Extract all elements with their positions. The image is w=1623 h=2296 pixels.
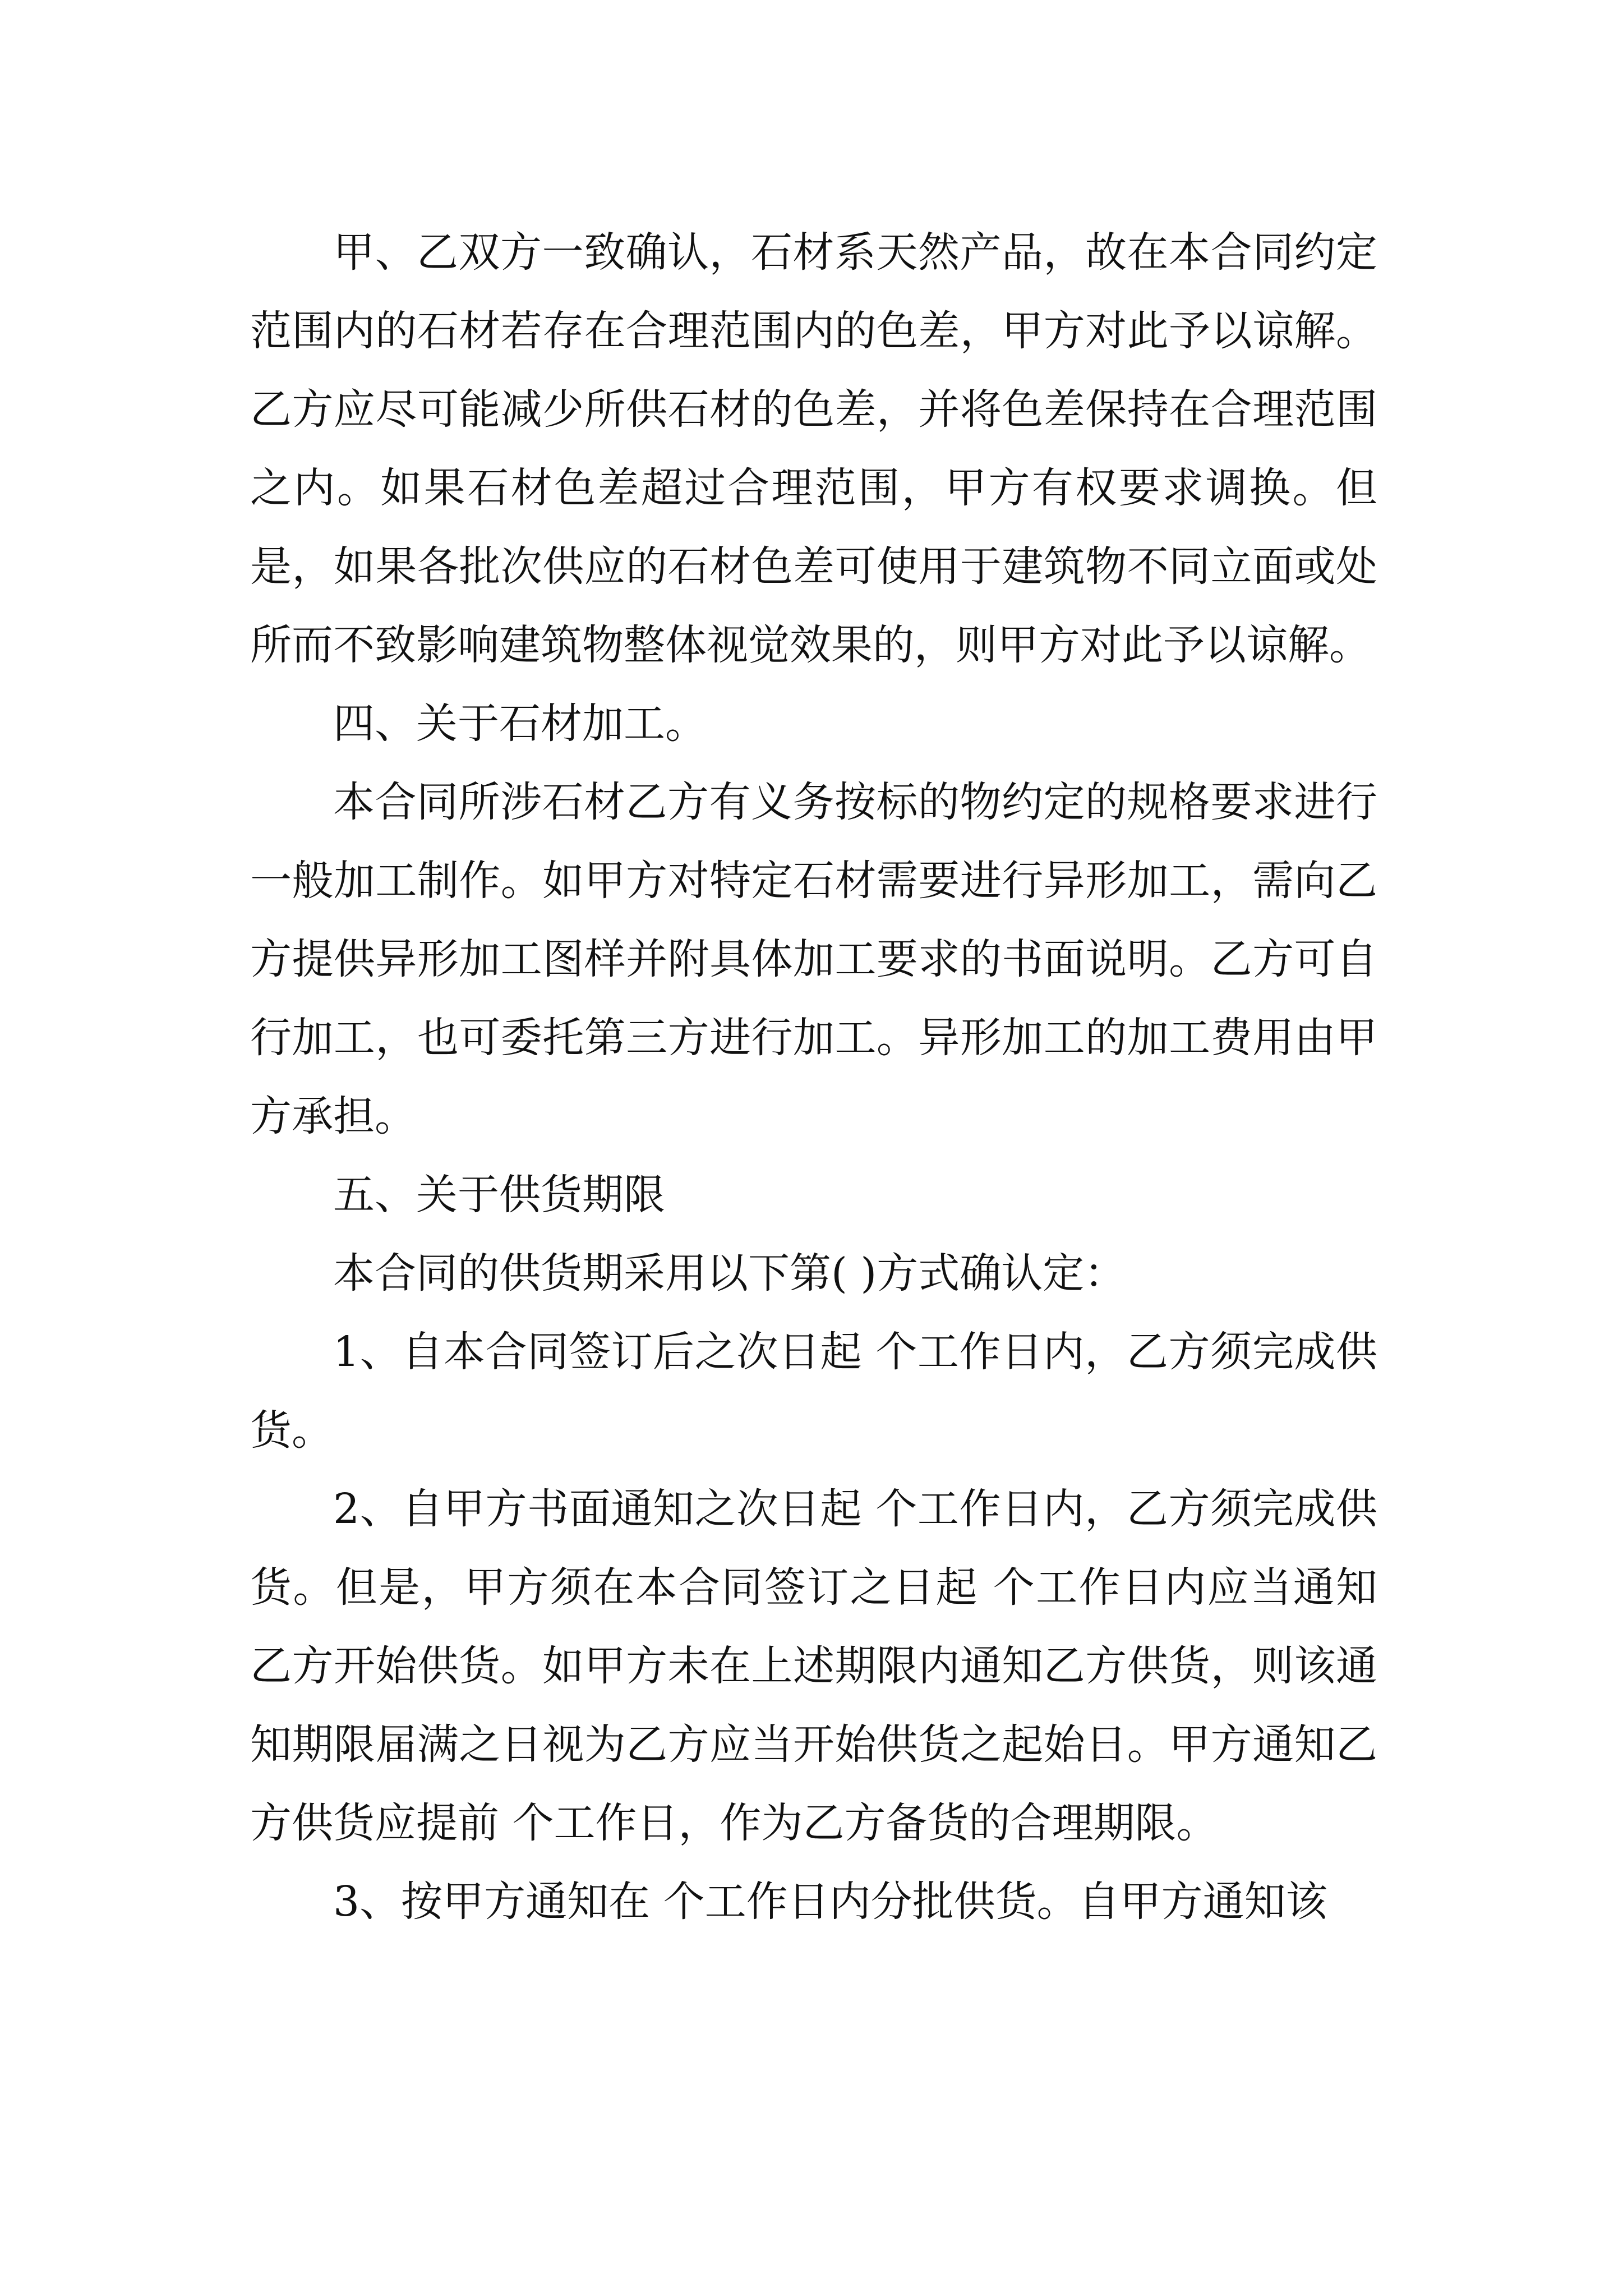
heading-section-four: 四、关于石材加工。 xyxy=(333,700,707,748)
paragraph-option-three: 3、按甲方通知在 个工作日内分批供货。自甲方通知该 xyxy=(333,1878,1327,1926)
paragraph-option-two: 2、自甲方书面通知之次日起 个工作日内，乙方须完成供货。但是，甲方须在本合同签订之日起 个工作日内应当通知乙方开始供货。如甲方未在上述期限内通知乙方供货，则该通知期限届满之日视为乙方应当开始供货之起始日。甲方通知乙方供货应提前 个工作日，作为乙方备货的合理期限。 xyxy=(250,1485,1377,1847)
paragraph-option-one: 1、自本合同签订后之次日起 个工作日内，乙方须完成供货。 xyxy=(250,1328,1377,1455)
heading-section-five: 五、关于供货期限 xyxy=(333,1171,665,1219)
document-body xyxy=(250,213,1377,1941)
paragraph-stone-processing: 本合同所涉石材乙方有义务按标的物约定的规格要求进行一般加工制作。如甲方对特定石材需要进行异形加工，需向乙方提供异形加工图样并附具体加工要求的书面说明。乙方可自行加工，也可委托第三方进行加工。异形加工的加工费用由甲方承担。 xyxy=(250,778,1377,1140)
paragraph-supply-method: 本合同的供货期采用以下第( )方式确认定： xyxy=(333,1249,1126,1297)
paragraph-color-difference: 甲、乙双方一致确认，石材系天然产品，故在本合同约定范围内的石材若存在合理范围内的色差，甲方对此予以谅解。乙方应尽可能减少所供石材的色差，并将色差保持在合理范围之内。如果石材色差超过合理范围，甲方有权要求调换。但是，如果各批次供应的石材色差可使用于建筑物不同立面或处所而不致影响建筑物整体视觉效果的，则甲方对此予以谅解。 xyxy=(250,228,1377,669)
